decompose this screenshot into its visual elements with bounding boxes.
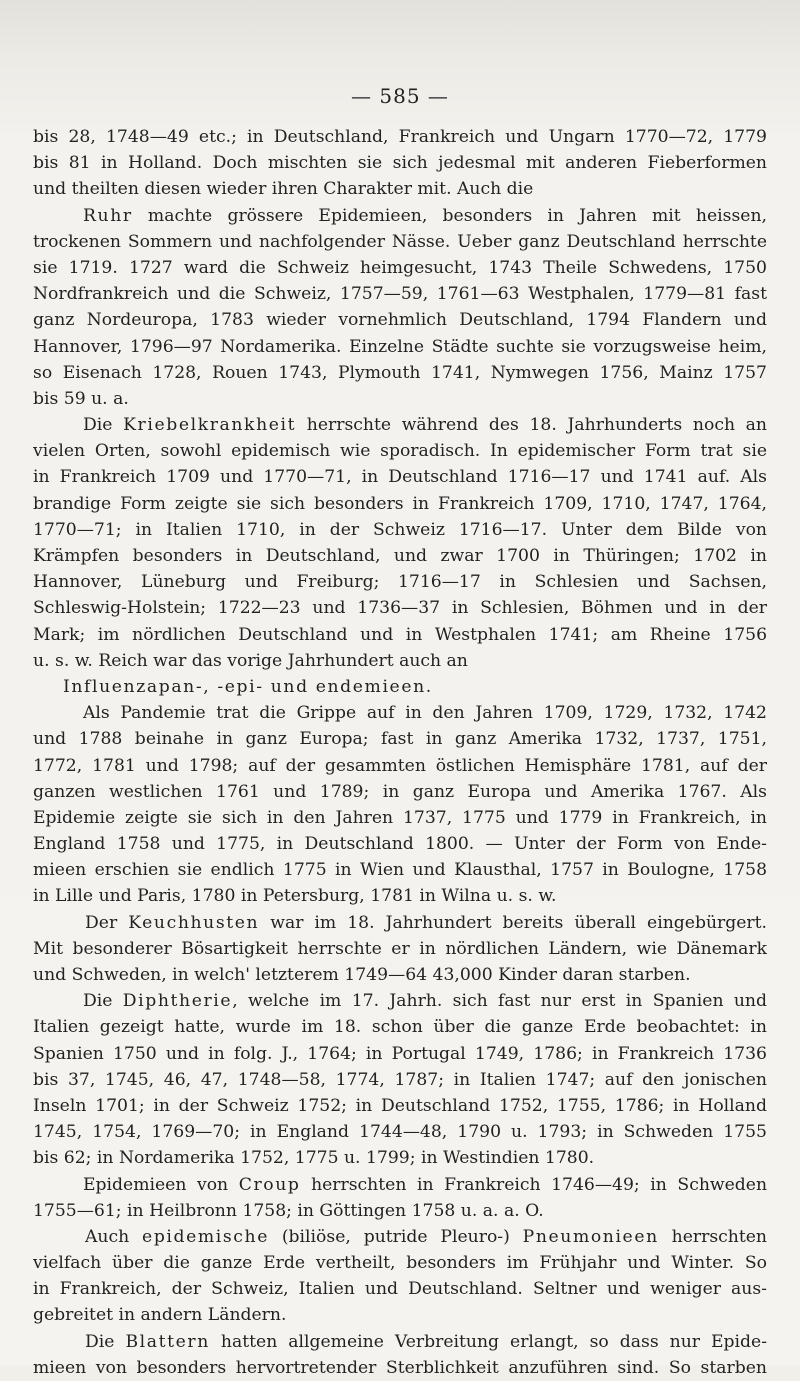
text-line: mieen von besonders hervortretender Sterblichkeit anzuführen sind. So starben — [33, 1357, 767, 1378]
text-line: trockenen Sommern und nachfolgender Nässe. Ueber ganz Deutschland herrschte — [33, 231, 767, 252]
text-line: bis 37, 1745, 46, 47, 1748—58, 1774, 1787; in Italien 1747; auf den jonischen — [33, 1069, 767, 1090]
text-line: Italien gezeigt hatte, wurde im 18. schon über die ganze Erde beobachtet: in — [33, 1017, 767, 1038]
text-line: und theilten diesen wieder ihren Charakter mit. Auch die — [33, 179, 534, 200]
text-line: Krämpfen besonders in Deutschland, und zwar 1700 in Thüringen; 1702 in — [33, 546, 767, 566]
text-line: bis 28, 1748—49 etc.; in Deutschland, Frankreich und Ungarn 1770—72, 1779 — [33, 127, 767, 147]
text-line: 1755—61; in Heilbronn 1758; in Göttingen 1758 u. a. a. O. — [33, 1200, 544, 1221]
text-line: bis 62; in Nordamerika 1752, 1775 u. 1799; in Westindien 1780. — [33, 1148, 595, 1169]
text-line: Inseln 1701; in der Schweiz 1752; in Deutschland 1752, 1755, 1786; in Holland — [33, 1095, 767, 1116]
text-line: in Frankreich 1709 und 1770—71, in Deutschland 1716—17 und 1741 auf. Als — [33, 467, 767, 488]
text-line: in Lille und Paris, 1780 in Petersburg, 1781 in Wilna u. s. w. — [33, 886, 557, 907]
text-line: Die Blattern hatten allgemeine Verbreitung erlangt, so dass nur Epide- — [85, 1331, 767, 1352]
text-line: vielfach über die ganze Erde vertheilt, besonders im Frühjahr und Winter. So — [33, 1253, 767, 1274]
text-line: Hannover, Lüneburg und Freiburg; 1716—17 in Schlesien und Sachsen, — [33, 572, 767, 593]
text-line: England 1758 und 1775, in Deutschland 1800. — Unter der Form von Ende- — [33, 834, 767, 855]
text-line: brandige Form zeigte sie sich besonders in Frankreich 1709, 1710, 1747, 1764, — [33, 493, 767, 514]
text-line: Nordfrankreich und die Schweiz, 1757—59, 1761—63 Westphalen, 1779—81 fast — [33, 284, 767, 305]
text-line: Influenzapan-, -epi- und endemieen. — [63, 676, 433, 697]
text-line: u. s. w. Reich war das vorige Jahrhundert auch an — [33, 650, 468, 671]
text-line: 1772, 1781 und 1798; auf der gesammten östlichen Hemisphäre 1781, auf der — [33, 755, 767, 776]
text-line: Epidemie zeigte sie sich in den Jahren 1737, 1775 und 1779 in Frankreich, in — [33, 807, 767, 828]
text-line: Mit besonderer Bösartigkeit herrschte er in nördlichen Ländern, wie Dänemark — [33, 938, 767, 959]
text-line: bis 59 u. a. — [33, 388, 129, 409]
text-line: 1770—71; in Italien 1710, in der Schweiz 1716—17. Unter dem Bilde von — [33, 519, 767, 540]
text-line: 1745, 1754, 1769—70; in England 1744—48, 1790 u. 1793; in Schweden 1755 — [33, 1122, 767, 1143]
text-line: in Frankreich, der Schweiz, Italien und Deutschland. Seltner und weniger aus- — [33, 1279, 767, 1300]
text-line: Als Pandemie trat die Grippe auf in den Jahren 1709, 1729, 1732, 1742 — [83, 703, 767, 724]
text-line: mieen erschien sie endlich 1775 in Wien und Klausthal, 1757 in Boulogne, 1758 — [33, 860, 767, 881]
text-line: Die Kriebelkrankheit herrschte während des 18. Jahrhunderts noch an — [83, 415, 767, 436]
body-text — [33, 124, 767, 1381]
text-line: Ruhr machte grössere Epidemieen, besonders in Jahren mit heissen, — [83, 205, 767, 226]
text-line: Der Keuchhusten war im 18. Jahrhundert bereits überall eingebürgert. — [85, 912, 767, 933]
text-line: Auch epidemische (biliöse, putride Pleuro-) Pneumonieen herrschten — [85, 1226, 767, 1247]
text-line: Mark; im nördlichen Deutschland und in Westphalen 1741; am Rheine 1756 — [33, 624, 767, 645]
page-number: — 585 — — [351, 84, 449, 108]
text-line: ganz Nordeuropa, 1783 wieder vornehmlich Deutschland, 1794 Flandern und — [33, 310, 767, 331]
text-line: Schleswig-Holstein; 1722—23 und 1736—37 in Schlesien, Böhmen und in der — [33, 598, 767, 619]
text-line: Epidemieen von Croup herrschten in Frankreich 1746—49; in Schweden — [83, 1174, 767, 1195]
text-line: vielen Orten, sowohl epidemisch wie sporadisch. In epidemischer Form trat sie — [33, 441, 767, 462]
text-line: und Schweden, in welch' letzterem 1749—64 43,000 Kinder daran starben. — [33, 965, 691, 985]
text-line: gebreitet in andern Ländern. — [33, 1305, 287, 1326]
text-line: bis 81 in Holland. Doch mischten sie sich jedesmal mit anderen Fieberformen — [33, 153, 767, 174]
text-line: sie 1719. 1727 ward die Schweiz heimgesucht, 1743 Theile Schwedens, 1750 — [33, 257, 767, 278]
text-line: und 1788 beinahe in ganz Europa; fast in ganz Amerika 1732, 1737, 1751, — [33, 729, 767, 750]
text-line: ganzen westlichen 1761 und 1789; in ganz Europa und Amerika 1767. Als — [33, 781, 767, 802]
text-line: Hannover, 1796—97 Nordamerika. Einzelne Städte suchte sie vorzugsweise heim, — [33, 336, 767, 357]
text-line: so Eisenach 1728, Rouen 1743, Plymouth 1741, Nymwegen 1756, Mainz 1757 — [33, 362, 767, 383]
text-line: Spanien 1750 und in folg. J., 1764; in Portugal 1749, 1786; in Frankreich 1736 — [33, 1043, 767, 1064]
text-line: Die Diphtherie, welche im 17. Jahrh. sich fast nur erst in Spanien und — [83, 991, 767, 1012]
